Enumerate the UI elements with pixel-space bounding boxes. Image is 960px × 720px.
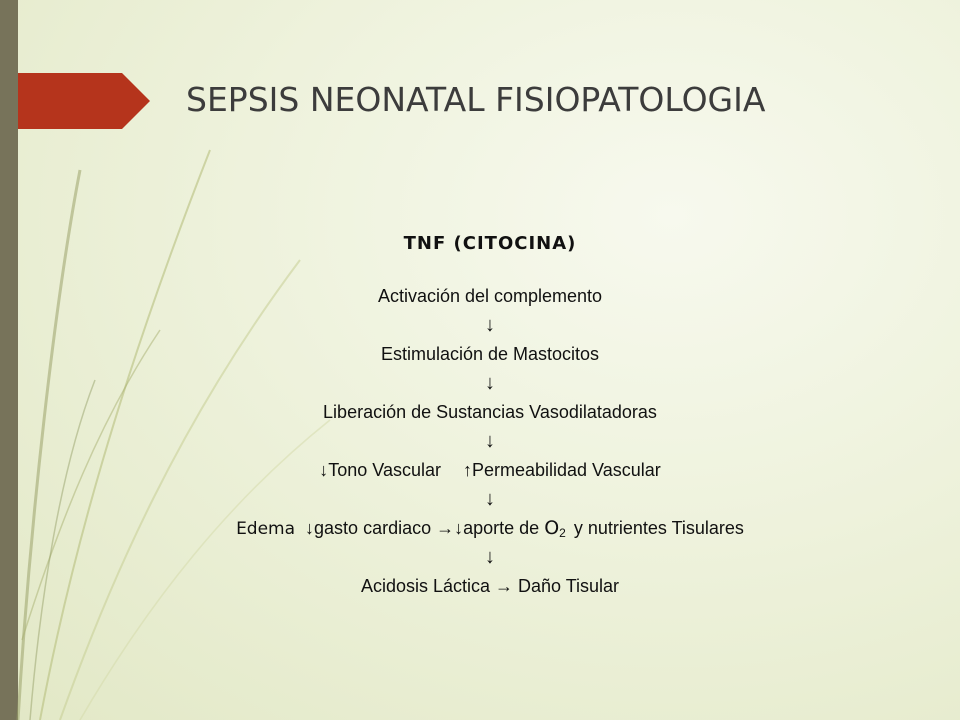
step-complement-activation: Activación del complemento (377, 286, 603, 306)
step-vasodilator-release: Liberación de Sustancias Vasodilatadoras (323, 402, 657, 422)
down-arrow-icon: ↓ (485, 372, 495, 394)
flowchart-heading: TNF (CITOCINA) (403, 233, 577, 254)
pathophysiology-flowchart (100, 226, 880, 600)
down-arrow-icon: ↓ (485, 430, 495, 452)
cardiac-output-text: ↓gasto cardiaco →↓aporte de (305, 518, 540, 538)
edema-text: Edema (236, 519, 296, 539)
step-mastocyte-stimulation: Estimulación de Mastocitos (380, 344, 600, 364)
step-vascular-changes (100, 456, 880, 484)
nutrients-text: y nutrientes Tisulares (573, 518, 744, 538)
oxygen-subscript: 2 (559, 526, 566, 540)
vascular-tone-text: ↓Tono Vascular (319, 460, 441, 480)
down-arrow-icon: ↓ (485, 488, 495, 510)
oxygen-symbol: O (544, 517, 560, 539)
page-title: SEPSIS NEONATAL FISIOPATOLOGIA (186, 80, 766, 119)
down-arrow-icon: ↓ (485, 314, 495, 336)
step-edema-cardiac-output (100, 514, 880, 542)
down-arrow-icon: ↓ (485, 546, 495, 568)
step-lactic-acidosis: Acidosis Láctica → Daño Tisular (360, 576, 620, 596)
vascular-permeability-text: ↑Permeabilidad Vascular (462, 460, 661, 480)
title-arrow-shape (18, 73, 150, 129)
